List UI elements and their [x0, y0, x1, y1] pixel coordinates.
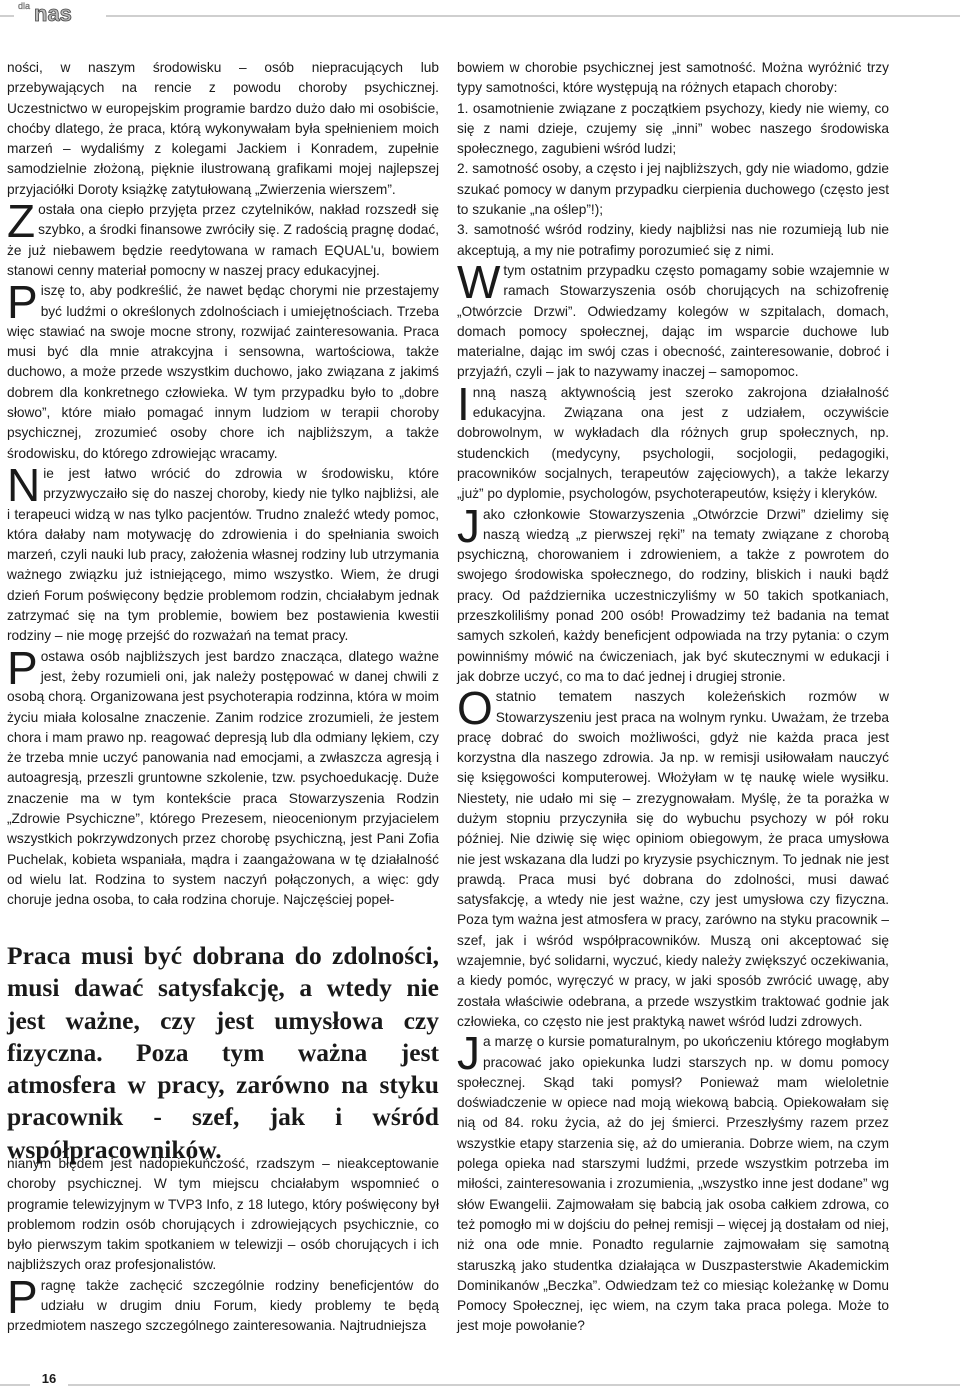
footer-rule: [0, 1384, 960, 1386]
paragraph-text: nianym błędem jest nadopiekuńczość, rzadszym – nieakceptowanie choroby psychicznej. W tym miejscu chciałabym wspomnieć o programie telewizyjnym w TVP3 Info, z 18 lutego, który poświęcony był problemom rodzin osób chorujących i zdrowiejących psychicznie, co było pierwszym takim spotkaniem w telewizji – osób chorujących i ich najbliższych oraz profesjonalistów.: [7, 1156, 439, 1273]
paragraph-text: tym ostatnim przypadku często pomagamy sobie wzajemnie w ramach Stowarzyszenia osób chorujących na schizofrenię „Otwórzcie Drzwi”. Odwiedzamy kolegów w szpitalach, domach, domach pomocy społecznej, dając im wsparcie duchowe lub materialne, dając im swój czas i obecność, zainteresowanie, dobroć i przyjaźń, czyli – jak to nazywamy inaczej – samopomoc.: [457, 262, 889, 380]
drop-cap: P: [7, 1270, 38, 1323]
paragraph: [457, 682, 889, 1032]
paragraph: [7, 641, 439, 911]
paragraph: [457, 58, 889, 99]
paragraph-text: ako członkowie Stowarzyszenia „Otwórzcie Drzwi” dzielimy się naszą wiedzą „z pierwszej ręki” na tematy związane z chorobą psychiczną, chorowaniem i zdrowieniem, a także z powrotem do swojego środowiska społecznego, do rodziny, bliskich i nauki bądź pracy. Od października uczestniczyliśmy w 50 takich spotkaniach, przeszkoliliśmy ponad 200 osób! Prowadzimy też badania na temat samych szkoleń, każdy beneficjent odpowiada na trzy pytania: o czym powinniśmy mówić na ćwiczeniach, jak być skutecznymi w edukacji i jak dobrze uczyć, co ma to dać jednej i drugiej stronie.: [457, 506, 889, 684]
page-header: [0, 0, 960, 22]
paragraph: [7, 276, 439, 464]
left-column-continued: [7, 1154, 439, 1337]
page-number: 16: [30, 1366, 68, 1392]
paragraph: [457, 99, 889, 160]
paragraph-text: 3. samotność wśród rodziny, kiedy najbliżsi nas nie rozumieją lub nie akceptują, a my nie potrafimy porozumieć się z nimi.: [457, 222, 889, 258]
right-column: [457, 58, 889, 1337]
paragraph-text: 2. samotność osoby, a często i jej najbliższych, gdy nie wiadomo, gdzie szukać pomocy w danym przypadku cierpienia duchowego (często jest to szukanie „na oślep”!);: [457, 161, 889, 218]
paragraph: [457, 255, 889, 383]
paragraph-text: 1. osamotnienie związane z początkiem psychozy, kiedy nie wiemy, co się z nami dzieje, czujemy się „inni” wobec naszego środowiska społecznego, zagubieni wśród ludzi;: [457, 100, 889, 157]
paragraph-text: ostawa osób najbliższych jest bardzo znacząca, dlatego ważne jest, żeby rozumieli oni, jak należy postępować w danej chwili z osobą chorą. Organizowana jest psychoterapia rodzinna, która w moim życiu miała kolosalne znaczenie. Zanim rodzice zrozumieli, że jestem chora i mam prawo np. reagować depresją lub dla odmiany lękiem, czy że trzeba mnie uczyć panowania nad emocjami, a zwłaszcza agresją i autoagresją, przeszli gruntowne szkolenie, tzw. psychoedukację. Duże znaczenie ma w tym kontekście praca Stowarzyszenia Rodzin „Zdrowie Psychiczne”, którego Prezesem, nieocenionym przyjacielem wszystkich pokrzywdzonych przez chorobę psychiczną, jest Pani Zofia Puchelak, kobieta wspaniała, mądra i zaangażowana w tę działalność od wielu lat. Rodzina to system naczyń połączonych, a więc: gdy choruje jedna osoba, to cała rodzina choruje. Najczęściej popeł-: [7, 648, 439, 908]
paragraph-text: ostała ona ciepło przyjęta przez czytelników, nakład rozszedł się szybko, a środki finansowe zwróciły się. Z radością pragnę dodać, że już niebawem będzie reedytowana w ramach EQUAL'u, bowiem stanowi cenny materiał pomocny w naszej pracy edukacyjnej.: [7, 202, 439, 278]
drop-cap: N: [7, 458, 41, 511]
drop-cap: J: [457, 499, 480, 552]
logo-big-text: nas: [34, 1, 72, 22]
drop-cap: O: [457, 682, 493, 735]
header-rule: [0, 15, 960, 17]
drop-cap: Z: [7, 195, 36, 248]
paragraph-text: nną naszą aktywnością jest szeroko zakrojona działalność edukacyjna. Związana ona jest z udziałem, oczywiście dobrowolnym, w wykładach dla różnych grup społecznych, np. studenckich (medycyny, psychologii, socjologii, pedagogiki, pracowników socjalnych, terapeutów zajęciowych), a także lekarzy „już” po dyplomie, psychologów, psychoterapeutów, księży i kleryków.: [457, 384, 889, 502]
drop-cap: W: [457, 255, 501, 308]
paragraph: [7, 1154, 439, 1276]
logo-small-text: dla: [18, 1, 31, 11]
pull-quote: Praca musi być dobrana do zdolności, musi dawać satysfakcję, a wtedy nie jest ważne, czy jest umysłowa czy fizyczna. Poza tym ważna jest atmosfera w pracy, zarówno na styku pracownik - szef, jak i wśród współpracowników.: [7, 941, 439, 1164]
paragraph: [457, 377, 889, 505]
page-footer: [0, 1378, 960, 1395]
paragraph: [7, 195, 439, 281]
paragraph: [7, 58, 439, 200]
paragraph-text: iszę to, aby podkreślić, że nawet będąc chorymi nie przestajemy być ludźmi o określonych zdolnościach i umiejętnościach. Trzeba więc stawiać na swoje mocne strony, rozwijać zainteresowania. Praca musi być dla mnie atrakcyjna i sensowna, wartościowa, także duchowo, a może przede wszystkim duchowo, jako związana z jakimś dobrem dla konkretnego człowieka. W tym przypadku było to „dobre słowo”, które miało pomagać innym ludziom w terapii choroby psychicznej, zrozumieć osoby chore ich najbliższym, a także środowisku, do którego zdrowiejąc wracamy.: [7, 283, 439, 461]
paragraph-text: ności, w naszym środowisku – osób niepracujących lub przebywających na rencie z powodu choroby psychicznej. Uczestnictwo w europejskim programie bardzo dużo dało mi osobiście, choćby dlatego, że praca, którą wykonywałam była spełnieniem moich marzeń – wydaliśmy z kolegami Jackiem i Konradem, zupełnie samodzielnie złożoną, pięknie ilustrowaną grafikami mojej najlepszej przyjaciółki Doroty książkę zatytułowaną „Zwierzenia wierszem”.: [7, 60, 439, 197]
paragraph-text: bowiem w chorobie psychicznej jest samotność. Można wyróżnić trzy typy samotności, które występują na różnych etapach choroby:: [457, 60, 889, 96]
paragraph-text: a marzę o kursie pomaturalnym, po ukończeniu którego mogłabym pracować jako opiekunka ludzi starszych np. w domu pomocy społecznej. Skąd taki pomysł? Ponieważ mam wieloletnie doświadczenie w opiece nad moją wiekową babcią. Opiekowałam się nią od 84. roku życia, aż do jej śmierci. Przeszłyśmy razem przez wszystkie etapy starzenia się, aż do umierania. Dobrze wiem, na czym polega opieka nad starszymi ludźmi, przede wszystkim potrzeba im miłości, zainteresowania i zrozumienia, „wszystko inne jest dodane” wg słów Ewangelii. Zajmowałam się babcią jak osoba całkiem zdrowa, co też pomogło mi w dojściu do pełnej remisji – więcej ją dostałam od niej, niż ona ode mnie. Ponadto regularnie zajmowałam się samotną staruszką jako studentka działająca w Duszpasterstwie Akademickim Dominikanów „Beczka”. Odwiedzam też co miesiąc koleżankę w Domu Pomocy Społecznej, ięc wiem, na czym taka praca polega. Może to jest moje powołanie?: [457, 1034, 889, 1334]
left-column: [7, 58, 439, 910]
paragraph: [7, 1270, 439, 1337]
drop-cap: P: [7, 276, 38, 329]
drop-cap: P: [7, 641, 38, 694]
paragraph-text: ragnę także zachęcić szczególnie rodziny beneficjentów do udziału w drugim dniu Forum, kiedy problemy te będą przedmiotem naszego szczególnego zainteresowania. Najtrudniejsza: [7, 1277, 439, 1334]
paragraph-text: statnio tematem naszych koleżeńskich rozmów w Stowarzyszeniu jest praca na wolnym rynku. Uważam, że trzeba pracę dobrać do swoich możliwości, gdyż nie każda praca jest korzystna dla naszego zdrowia. Ja np. w remisji usiłowałam nauczyć się księgowości komputerowej. Włożyłam w tę naukę wiele wysiłku. Niestety, nie udało mi się – zrezygnowałam. Myślę, że ta porażka w dużym stopniu przyczyniła się do wybuchu psychozy w pół roku później. Nie dziwię się więc opiniom obiegowym, że praca umysłowa nie jest wskazana dla ludzi po kryzysie psychicznym. To jednak nie jest prawdą. Praca musi być dobrana do zdolności, musi dawać satysfakcję, a wtedy nie jest ważne, czy jest umysłowa czy fizyczna. Poza tym ważna jest atmosfera w pracy, zarówno na styku pracownik – szef, jak i wśród współpracowników. Muszą oni akceptować się wzajemnie, być solidarni, wyczuć, kiedy należy zwiększyć oczekiwania, a kiedy pomóc, wyręczyć w pracy, w jaki sposób zwrócić uwagę, aby została właściwie odebrana, a przede wszystkim traktować godnie jak człowieka, co często nie jest praktyką nawet wśród ludzi zdrowych.: [457, 689, 889, 1029]
paragraph: [457, 1027, 889, 1336]
paragraph: [457, 499, 889, 688]
paragraph: [7, 458, 439, 647]
drop-cap: J: [457, 1027, 480, 1080]
magazine-logo: [14, 0, 106, 22]
paragraph: [457, 159, 889, 220]
paragraph-text: ie jest łatwo wrócić do zdrowia w środowisku, które przyzwyczaiło się do naszej choroby, kiedy nie tylko najbliżsi, ale i terapeuci widzą w nas tylko pacjentów. Trudno znaleźć wtedy pomoc, która dałaby nam motywację do zdrowienia i do spełniania swoich marzeń, czyli nauki lub pracy, założenia własnej rodziny lub utrzymania ważnego związku już istniejącego, mimo wszystko. Wiem, że drugi dzień Forum poświęcony będzie problemom rodzin, chciałabym jednak zatrzymać się na tym problemie, bowiem bez postawienia kwestii rodziny – nie mogę przejść do rozważań na temat pracy.: [7, 465, 439, 644]
drop-cap: I: [457, 377, 470, 430]
paragraph: [457, 220, 889, 261]
